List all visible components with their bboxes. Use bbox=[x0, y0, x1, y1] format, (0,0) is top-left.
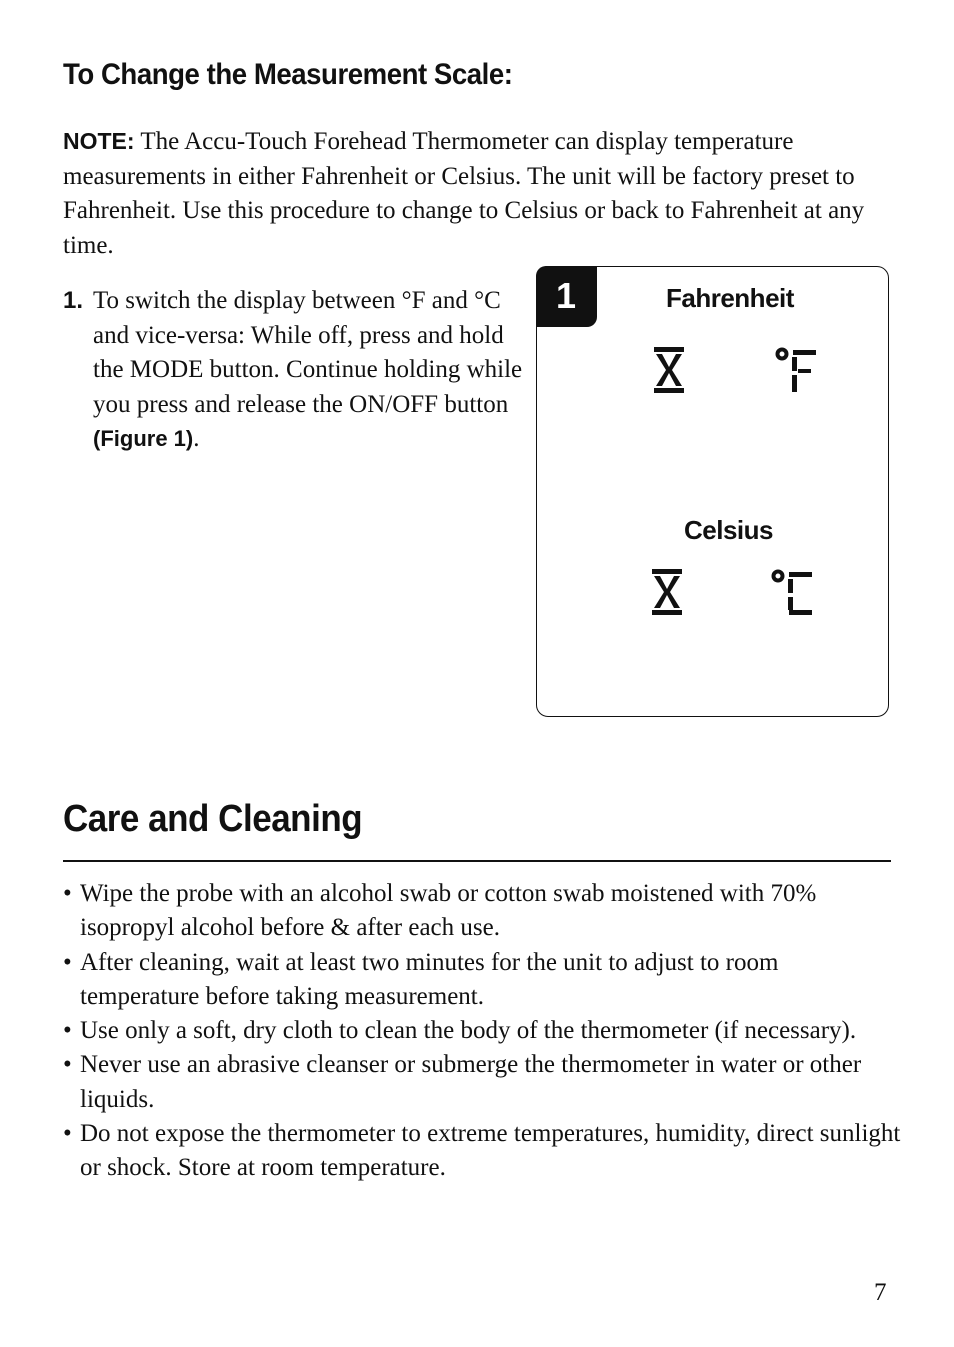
list-item: • Never use an abrasive cleanser or submerge the thermometer in water or other liquids. bbox=[63, 1048, 903, 1117]
hourglass-icon bbox=[650, 569, 684, 615]
list-item: • Use only a soft, dry cloth to clean the body of the thermometer (if necessary). bbox=[63, 1014, 903, 1048]
note-text: The Accu-Touch Forehead Thermometer can display temperature measurements in either Fahrenheit or Celsius. The unit will be factory preset to Fahrenheit. Use this procedure to change to Celsius or back to Fahrenheit at any time. bbox=[63, 128, 865, 259]
figure-1-panel bbox=[536, 266, 889, 717]
section-divider bbox=[63, 860, 891, 862]
celsius-label: Celsius bbox=[684, 515, 773, 545]
degree-celsius-icon bbox=[771, 569, 815, 615]
figure-reference: (Figure 1) bbox=[93, 426, 194, 451]
list-item: • Wipe the probe with an alcohol swab or cotton swab moistened with 70% isopropyl alcohol before & after each use. bbox=[63, 877, 903, 946]
step-number: 1. bbox=[63, 287, 84, 314]
fahrenheit-label: Fahrenheit bbox=[666, 283, 794, 313]
degree-fahrenheit-icon bbox=[775, 347, 819, 393]
step-body bbox=[93, 284, 533, 457]
page-number: 7 bbox=[874, 1279, 887, 1306]
step-1 bbox=[63, 284, 533, 457]
list-item: • After cleaning, wait at least two minutes for the unit to adjust to room temperature before taking measurement. bbox=[63, 946, 903, 1015]
note-paragraph bbox=[63, 124, 903, 263]
hourglass-icon bbox=[652, 347, 686, 393]
section-title-measurement-scale: To Change the Measurement Scale: bbox=[63, 58, 513, 91]
note-label: NOTE: bbox=[63, 128, 135, 154]
step-end: . bbox=[193, 425, 200, 452]
figure-number-tab: 1 bbox=[536, 266, 597, 327]
section-title-care-and-cleaning: Care and Cleaning bbox=[63, 798, 363, 840]
step-text: To switch the display between °F and °C and vice-versa: While off, press and hold the MODE button. Continue holding while you press and release the ON/OFF button bbox=[93, 287, 523, 418]
care-bullet-list bbox=[63, 877, 903, 1186]
list-item: • Do not expose the thermometer to extreme temperatures, humidity, direct sunlight or shock. Store at room temperature. bbox=[63, 1117, 903, 1186]
